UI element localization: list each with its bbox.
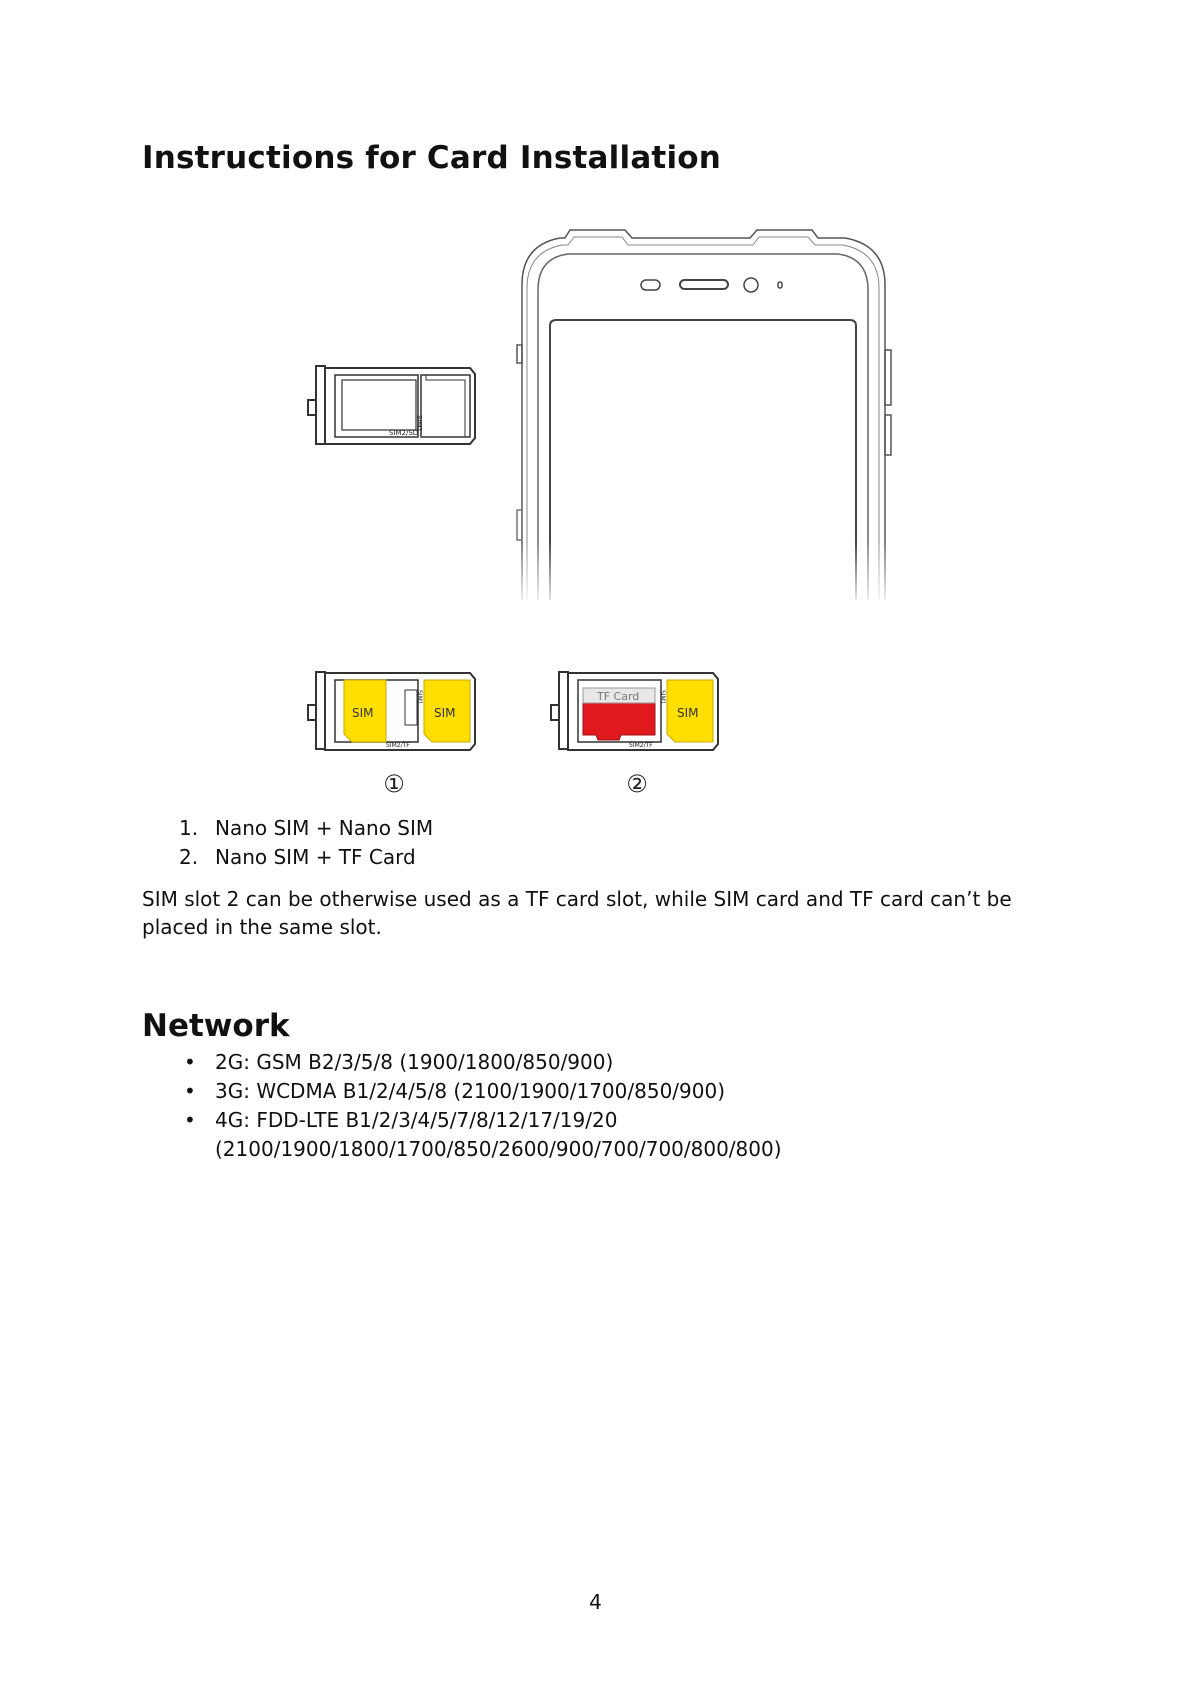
bullet-icon: •: [184, 1050, 196, 1074]
list-item: [142, 1077, 835, 1106]
tray-label-sim1: SIM1: [415, 415, 423, 433]
marker-2: ②: [626, 770, 648, 798]
card-options-list: [142, 814, 433, 872]
slot-label-sim2: SIM2/TF: [386, 742, 410, 749]
slot-note-paragraph: SIM slot 2 can be otherwise used as a TF card slot, while SIM card and TF card can’t be placed in the same slot.: [142, 887, 1012, 939]
band-text: 2G: GSM B2/3/5/8 (1900/1800/850/900): [215, 1050, 614, 1074]
band-text: 4G: FDD-LTE B1/2/3/4/5/7/8/12/17/19/20 (2100/1900/1800/1700/850/2600/900/700/700/800/800): [215, 1108, 782, 1161]
bullet-icon: •: [184, 1108, 196, 1132]
list-item: [142, 843, 433, 872]
bullet-icon: •: [184, 1079, 196, 1103]
tray-nano-sim-tf-card: [551, 672, 718, 798]
empty-sim-tray: [308, 366, 475, 444]
network-bands-list: [142, 1048, 835, 1164]
tray-label-sim2: SIM2/SD: [389, 429, 419, 437]
card-installation-figure: [0, 0, 1191, 830]
sim-card-3-label: SIM: [677, 706, 699, 720]
list-text: Nano SIM + Nano SIM: [215, 816, 434, 840]
sim-card-1-label: SIM: [352, 706, 374, 720]
list-item: [142, 1106, 835, 1164]
list-number: 2.: [179, 845, 199, 869]
page-title: Instructions for Card Installation: [142, 140, 722, 176]
network-heading: Network: [142, 1008, 290, 1044]
band-text: 3G: WCDMA B1/2/4/5/8 (2100/1900/1700/850/900): [215, 1079, 726, 1103]
list-number: 1.: [179, 816, 199, 840]
list-text: Nano SIM + TF Card: [215, 845, 416, 869]
tray-nano-sim-nano-sim: [308, 672, 475, 798]
marker-1: ①: [383, 770, 405, 798]
slot-label-sim1: SIM1: [416, 690, 423, 705]
page-number: 4: [589, 1590, 602, 1614]
sim-card-2-label: SIM: [434, 706, 456, 720]
list-item: [142, 1048, 835, 1077]
slot-label-sim2-b: SIM2/TF: [629, 742, 653, 749]
slot-label-sim1-b: SIM1: [659, 690, 666, 705]
tf-card-label: TF Card: [597, 690, 640, 703]
list-item: [142, 814, 433, 843]
